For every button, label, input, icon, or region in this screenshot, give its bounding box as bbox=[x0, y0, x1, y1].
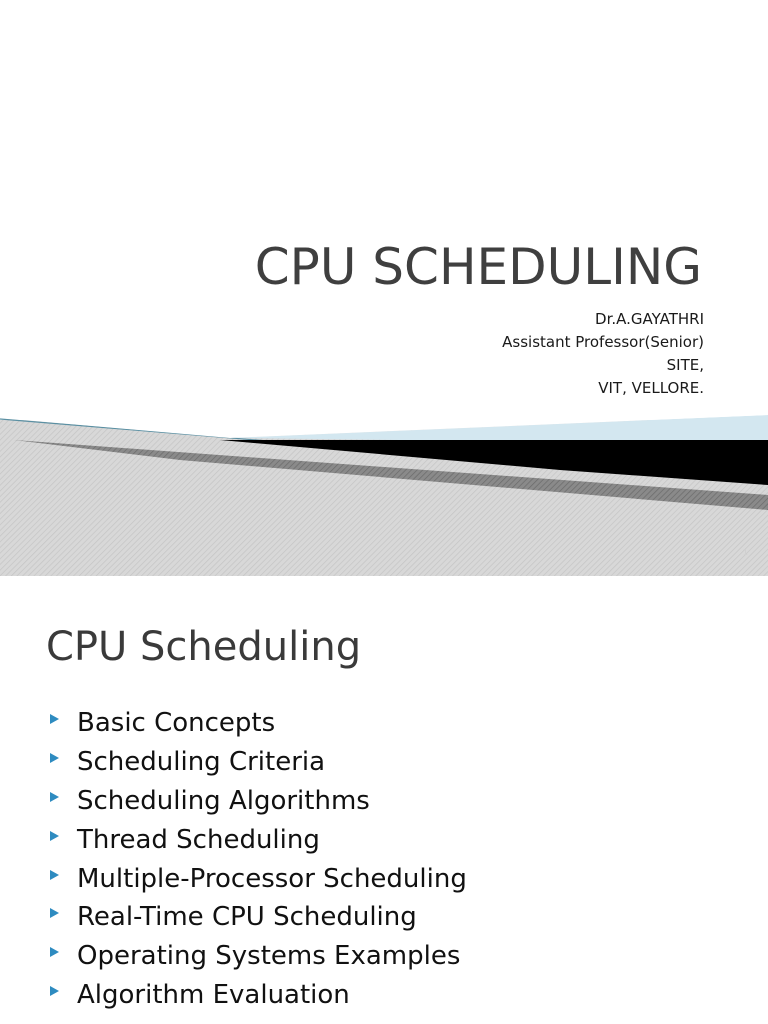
list-item bbox=[50, 859, 467, 898]
triangle-bullet-icon bbox=[50, 986, 59, 996]
triangle-bullet-icon bbox=[50, 792, 59, 802]
list-item-text: Thread Scheduling bbox=[77, 824, 320, 855]
list-item-text: Operating Systems Examples bbox=[77, 941, 461, 972]
list-item bbox=[50, 898, 467, 937]
triangle-bullet-icon bbox=[50, 714, 59, 724]
outline-slide bbox=[0, 576, 768, 1024]
decorative-band bbox=[0, 400, 768, 576]
list-item bbox=[50, 782, 467, 821]
list-item bbox=[50, 704, 467, 743]
slide-title: CPU SCHEDULING bbox=[254, 238, 702, 296]
list-item bbox=[50, 820, 467, 859]
list-item-text: Real-Time CPU Scheduling bbox=[77, 902, 417, 933]
triangle-bullet-icon bbox=[50, 908, 59, 918]
list-item-text: Basic Concepts bbox=[77, 708, 276, 739]
author-block bbox=[502, 308, 704, 400]
author-position: Assistant Professor(Senior) bbox=[502, 333, 704, 351]
author-school: SITE, bbox=[666, 356, 704, 374]
list-item-text: Multiple-Processor Scheduling bbox=[77, 863, 467, 894]
list-item bbox=[50, 976, 467, 1015]
slide-heading: CPU Scheduling bbox=[46, 624, 362, 670]
list-item bbox=[50, 937, 467, 976]
slide-number: 1 bbox=[742, 548, 748, 557]
list-item-text: Algorithm Evaluation bbox=[77, 979, 350, 1010]
triangle-bullet-icon bbox=[50, 947, 59, 957]
triangle-bullet-icon bbox=[50, 831, 59, 841]
triangle-bullet-icon bbox=[50, 753, 59, 763]
list-item-text: Scheduling Algorithms bbox=[77, 785, 370, 816]
list-item-text: Scheduling Criteria bbox=[77, 747, 326, 778]
author-institution: VIT, VELLORE. bbox=[598, 379, 704, 397]
list-item bbox=[50, 743, 467, 782]
author-name: Dr.A.GAYATHRI bbox=[595, 310, 704, 328]
bullet-list bbox=[50, 704, 467, 1014]
triangle-bullet-icon bbox=[50, 870, 59, 880]
